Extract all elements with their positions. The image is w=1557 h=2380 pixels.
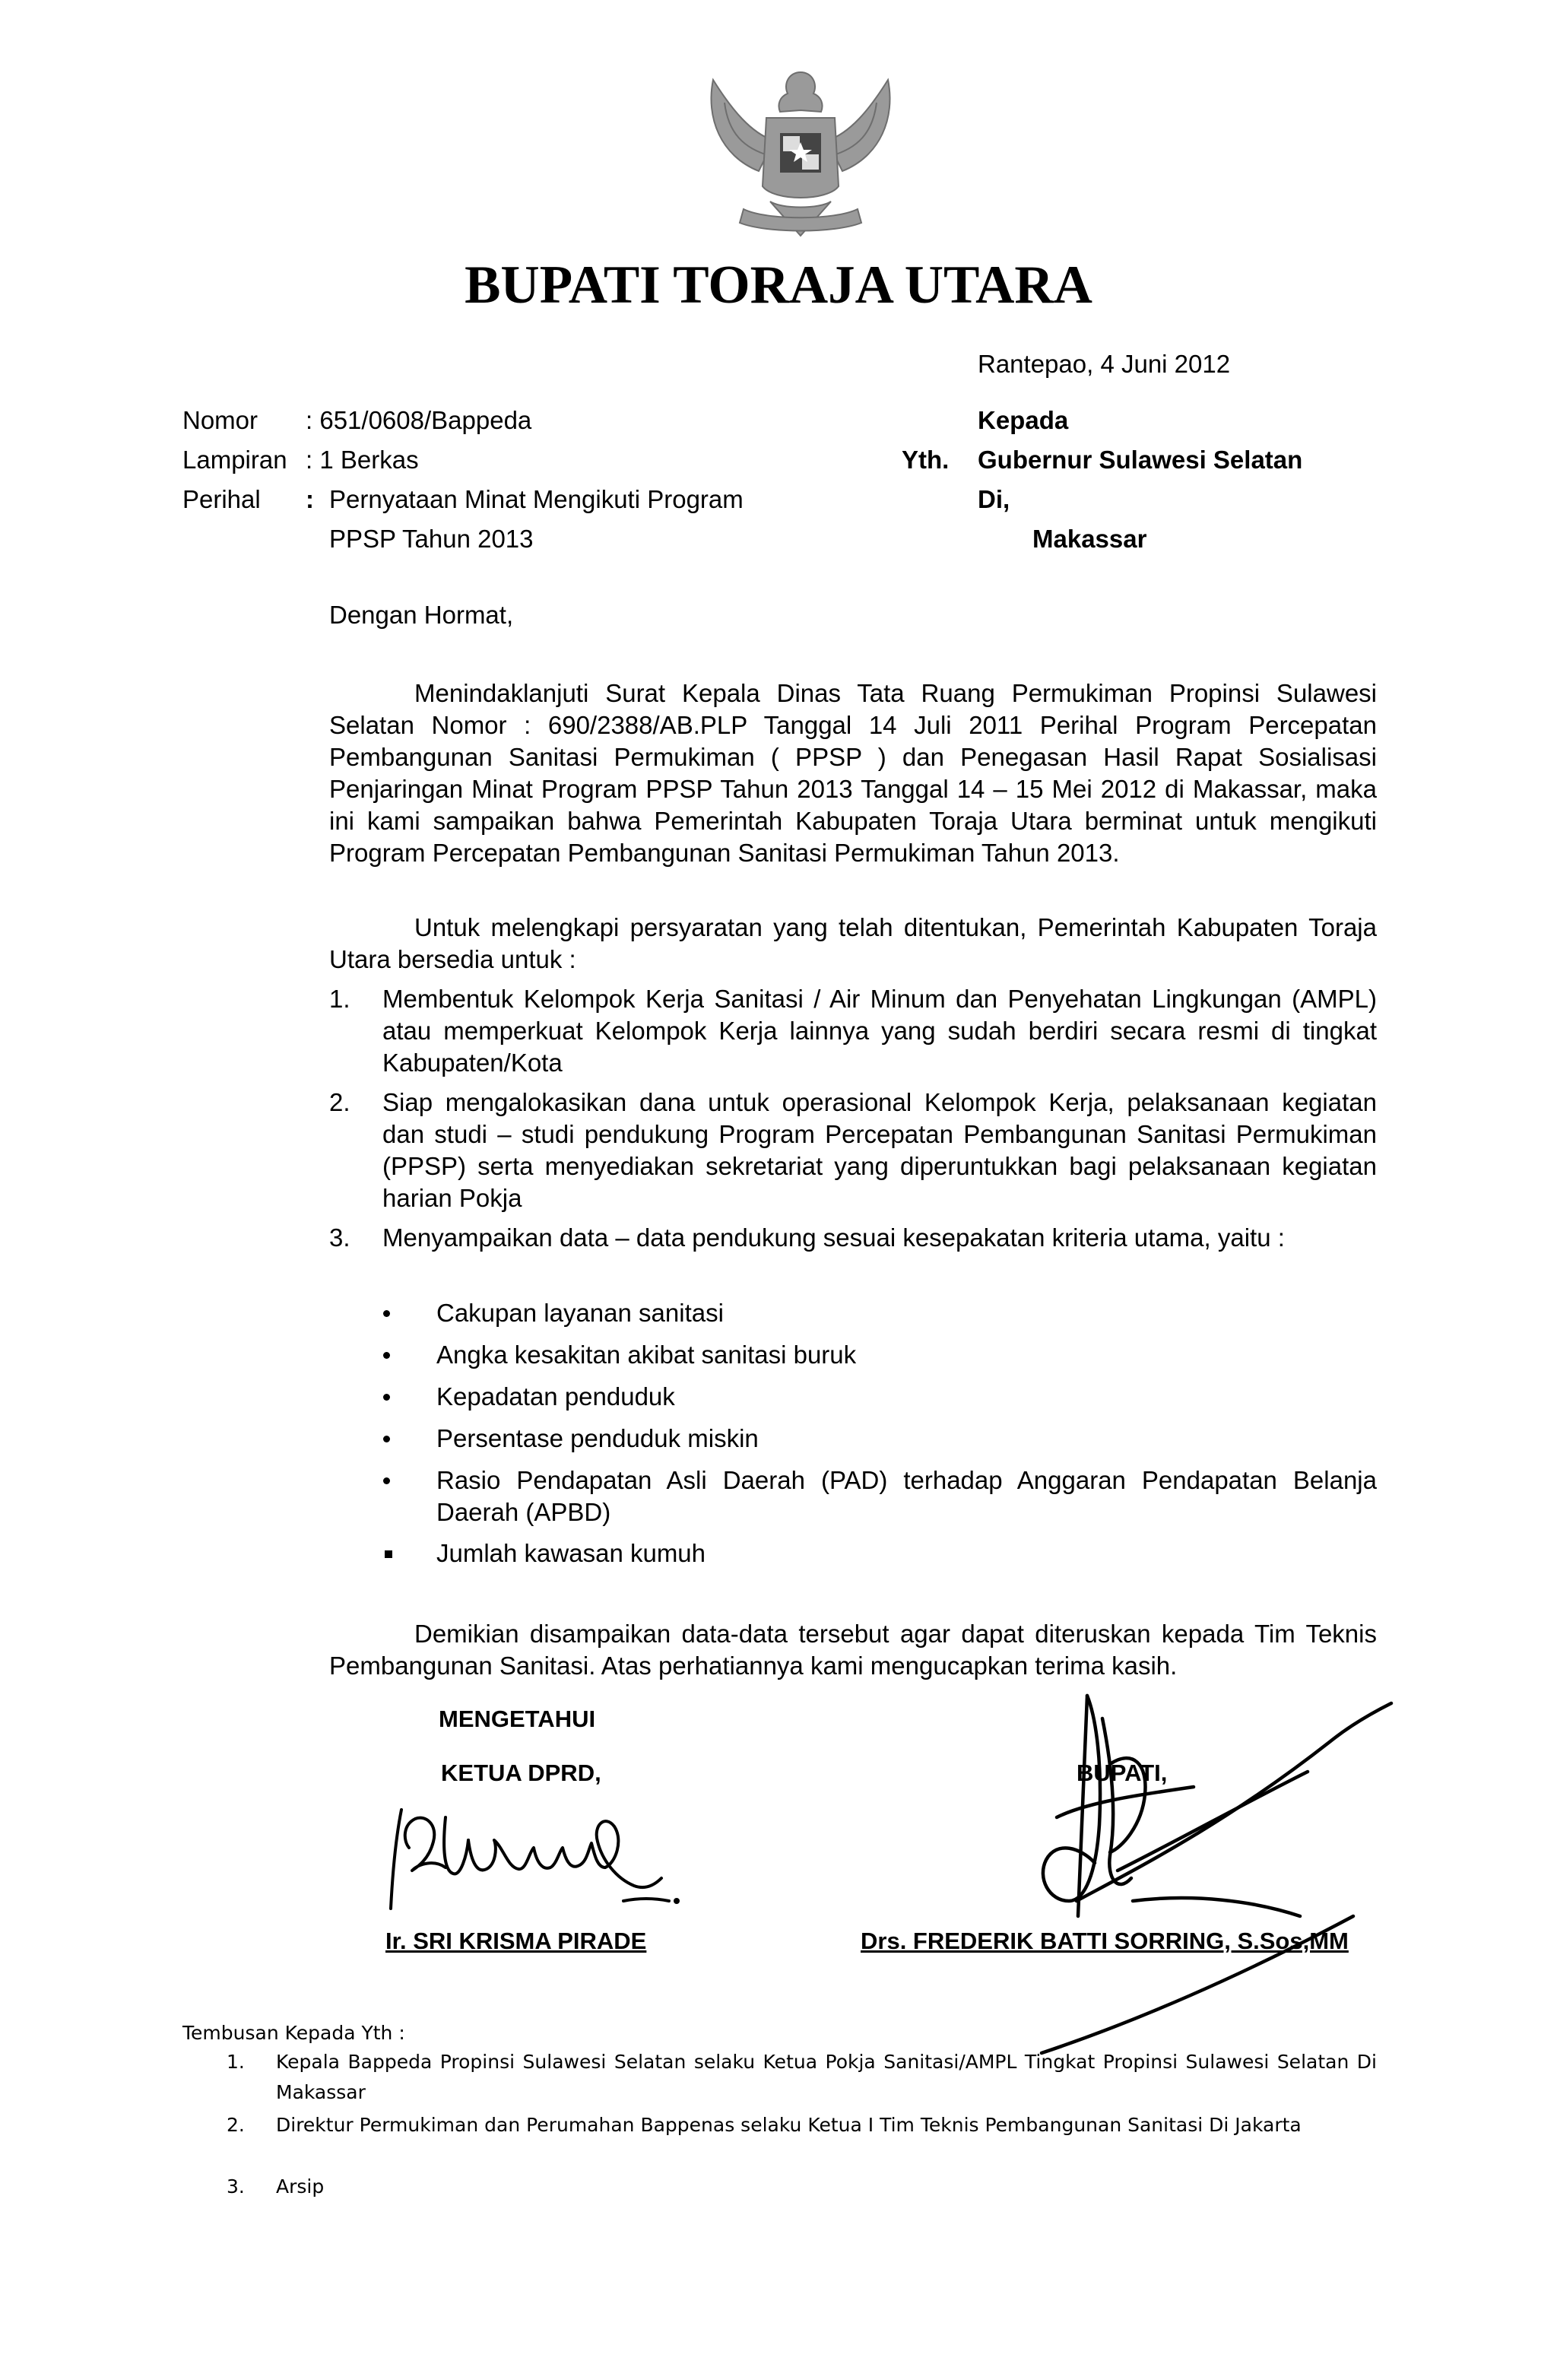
left-sign-label-2: KETUA DPRD,	[441, 1760, 601, 1786]
letterhead-title: BUPATI TORAJA UTARA	[465, 255, 1092, 315]
recipient-name: Gubernur Sulawesi Selatan	[978, 446, 1303, 474]
nomor-label: Nomor	[182, 406, 258, 434]
lampiran-label: Lampiran	[182, 446, 287, 474]
perihal-line-2: PPSP Tahun 2013	[329, 525, 534, 553]
left-signature-icon	[373, 1795, 692, 1924]
perihal-label: Perihal	[182, 485, 261, 513]
list-item	[182, 2172, 1377, 2202]
garuda-emblem-icon	[698, 57, 903, 247]
bullet-item: Kepadatan penduduk	[383, 1381, 1377, 1413]
recipient-kepada: Kepada	[978, 406, 1069, 434]
bullet-dot-icon	[383, 1352, 390, 1359]
list-item-text: Direktur Permukiman dan Perumahan Bappenas selaku Ketua I Tim Teknis Pembangunan Sanitasi Di Jakarta	[276, 2114, 1302, 2136]
list-item-text: Membentuk Kelompok Kerja Sanitasi / Air Minum dan Penyehatan Lingkungan (AMPL) atau memperkuat Kelompok Kerja lainnya yang sudah berdiri secara resmi di tingkat Kabupaten/Kota	[382, 985, 1377, 1077]
list-item	[182, 2047, 1377, 2108]
list-item	[329, 983, 1377, 1079]
paragraph-2: Untuk melengkapi persyaratan yang telah ditentukan, Pemerintah Kabupaten Toraja Utara bersedia untuk :	[329, 913, 1377, 973]
bullet-dot-icon	[383, 1310, 390, 1317]
lampiran-value: : 1 Berkas	[306, 446, 419, 474]
list-item-number: 1.	[227, 2051, 245, 2073]
list-item-number: 3.	[329, 1223, 350, 1252]
bullet-item: Persentase penduduk miskin	[383, 1423, 1377, 1455]
right-signatory-name: Drs. FREDERIK BATTI SORRING, S.Sos,MM	[861, 1928, 1349, 1954]
perihal-line-1: Pernyataan Minat Mengikuti Program	[329, 485, 744, 513]
list-item-text: Menyampaikan data – data pendukung sesuai kesepakatan kriteria utama, yaitu :	[382, 1223, 1285, 1252]
bullet-item: Rasio Pendapatan Asli Daerah (PAD) terhadap Anggaran Pendapatan Belanja Daerah (APBD)	[383, 1464, 1377, 1528]
list-item-text: Kepala Bappeda Propinsi Sulawesi Selatan selaku Ketua Pokja Sanitasi/AMPL Tingkat Propinsi Sulawesi Selatan Di Makassar	[276, 2051, 1377, 2103]
list-item	[329, 1222, 1377, 1286]
list-item-text: Siap mengalokasikan dana untuk operasional Kelompok Kerja, pelaksanaan kegiatan dan studi – studi pendukung Program Percepatan Pembangunan Sanitasi Permukiman (PPSP) serta menyediakan sekretariat yang diperuntukkan bagi pelaksanaan kegiatan harian Pokja	[382, 1088, 1377, 1212]
list-item-number: 2.	[329, 1088, 350, 1116]
list-item-number: 1.	[329, 985, 350, 1013]
bullet-item: Cakupan layanan sanitasi	[383, 1297, 1377, 1329]
left-signatory-name: Ir. SRI KRISMA PIRADE	[385, 1928, 647, 1954]
recipient-di: Di,	[978, 485, 1010, 513]
bullet-dot-icon	[383, 1394, 390, 1401]
left-sign-label-1: MENGETAHUI	[439, 1706, 596, 1732]
letter-date: Rantepao, 4 Juni 2012	[978, 350, 1231, 378]
right-signature-icon	[996, 1673, 1422, 2068]
recipient-city: Makassar	[1032, 525, 1147, 553]
list-item	[182, 2110, 1377, 2171]
nomor-value: : 651/0608/Bappeda	[306, 406, 532, 434]
bullet-item: Jumlah kawasan kumuh	[383, 1537, 1377, 1569]
perihal-colon: :	[306, 485, 314, 513]
list-item	[329, 1087, 1377, 1214]
bullet-dot-icon	[383, 1477, 390, 1484]
paragraph-1: Menindaklanjuti Surat Kepala Dinas Tata Ruang Permukiman Propinsi Sulawesi Selatan Nomor : 690/2388/AB.PLP Tanggal 14 Juli 2011 Perihal Program Percepatan Pembangunan Sanitasi Permukiman ( PPSP ) dan Penegasan Hasil Rapat Sosialisasi Penjaringan Minat Program PPSP Tahun 2013 Tanggal 14 – 15 Mei 2012 di Makassar, maka ini kami sampaikan bahwa Pemerintah Kabupaten Toraja Utara berminat untuk mengikuti Program Percepatan Pembangunan Sanitasi Permukiman Tahun 2013.	[329, 679, 1377, 867]
salutation: Dengan Hormat,	[329, 601, 514, 629]
list-item-text: Arsip	[276, 2175, 325, 2198]
bullet-item: Angka kesakitan akibat sanitasi buruk	[383, 1339, 1377, 1371]
tembusan-heading: Tembusan Kepada Yth :	[182, 2022, 405, 2044]
list-item-number: 2.	[227, 2114, 245, 2136]
recipient-yth: Yth.	[902, 446, 950, 474]
bullet-dot-icon	[383, 1436, 390, 1442]
list-item-number: 3.	[227, 2175, 245, 2198]
closing-paragraph: Demikian disampaikan data-data tersebut agar dapat diteruskan kepada Tim Teknis Pembangunan Sanitasi. Atas perhatiannya kami mengucapkan terima kasih.	[329, 1620, 1377, 1680]
bullet-square-icon	[385, 1550, 392, 1558]
right-sign-label: BUPATI,	[1077, 1760, 1168, 1786]
